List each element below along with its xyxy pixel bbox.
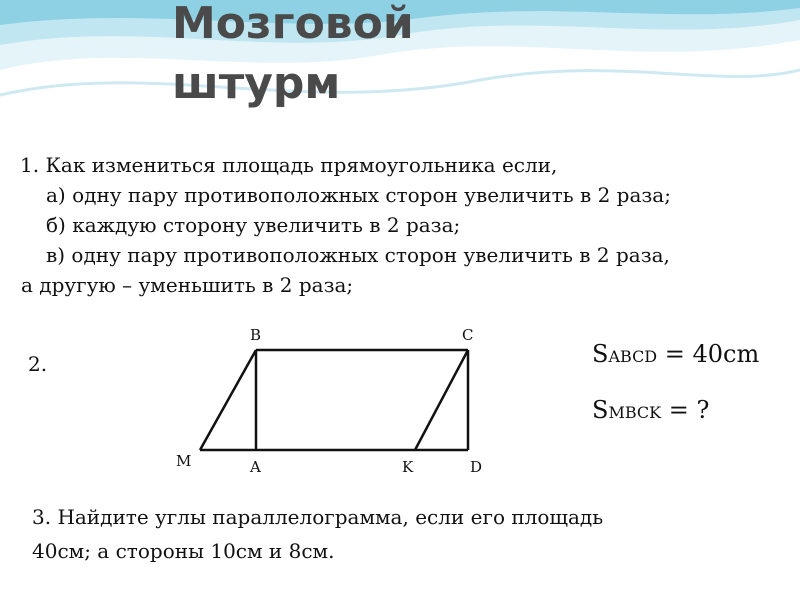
question-1-option-b: б) каждую сторону увеличить в 2 раза; [46, 213, 461, 237]
formula-2-sub: MBCK [608, 403, 662, 422]
question-1-option-c: в) одну пару противоположных сторон увеличить в 2 раза, [46, 243, 670, 267]
formula-area-abcd [592, 340, 759, 368]
slide-title [172, 0, 414, 114]
question-3-line-1: 3. Найдите углы параллелограмма, если его площадь [32, 505, 604, 529]
question-1 [20, 150, 671, 300]
question-1-option-c-cont: а другую – уменьшить в 2 раза; [21, 273, 354, 297]
question-1-option-a: а) одну пару противоположных сторон увеличить в 2 раза; [46, 183, 671, 207]
label-m: M [176, 452, 192, 470]
label-k: K [402, 458, 414, 476]
label-a: A [250, 458, 261, 476]
formula-1-sub: ABCD [608, 347, 658, 366]
label-d: D [470, 458, 483, 476]
parallelogram-diagram [168, 320, 508, 480]
title-line-1: Мозговой [172, 0, 414, 49]
question-2-number: 2. [28, 352, 48, 376]
formula-1-rest: = 40cm [657, 340, 760, 368]
formula-area-mbck [592, 396, 709, 424]
formula-1-s: S [592, 340, 609, 368]
side-mb [200, 350, 256, 450]
label-b: B [250, 326, 262, 344]
title-line-2: штурм [172, 58, 341, 109]
question-1-text: 1. Как измениться площадь прямоугольника если, [20, 153, 558, 177]
label-c: C [462, 326, 474, 344]
question-3 [32, 500, 603, 568]
formula-2-rest: = ? [661, 396, 710, 424]
side-ck [415, 350, 468, 450]
question-3-line-2: 40см; а стороны 10см и 8см. [32, 539, 335, 563]
formula-2-s: S [592, 396, 609, 424]
